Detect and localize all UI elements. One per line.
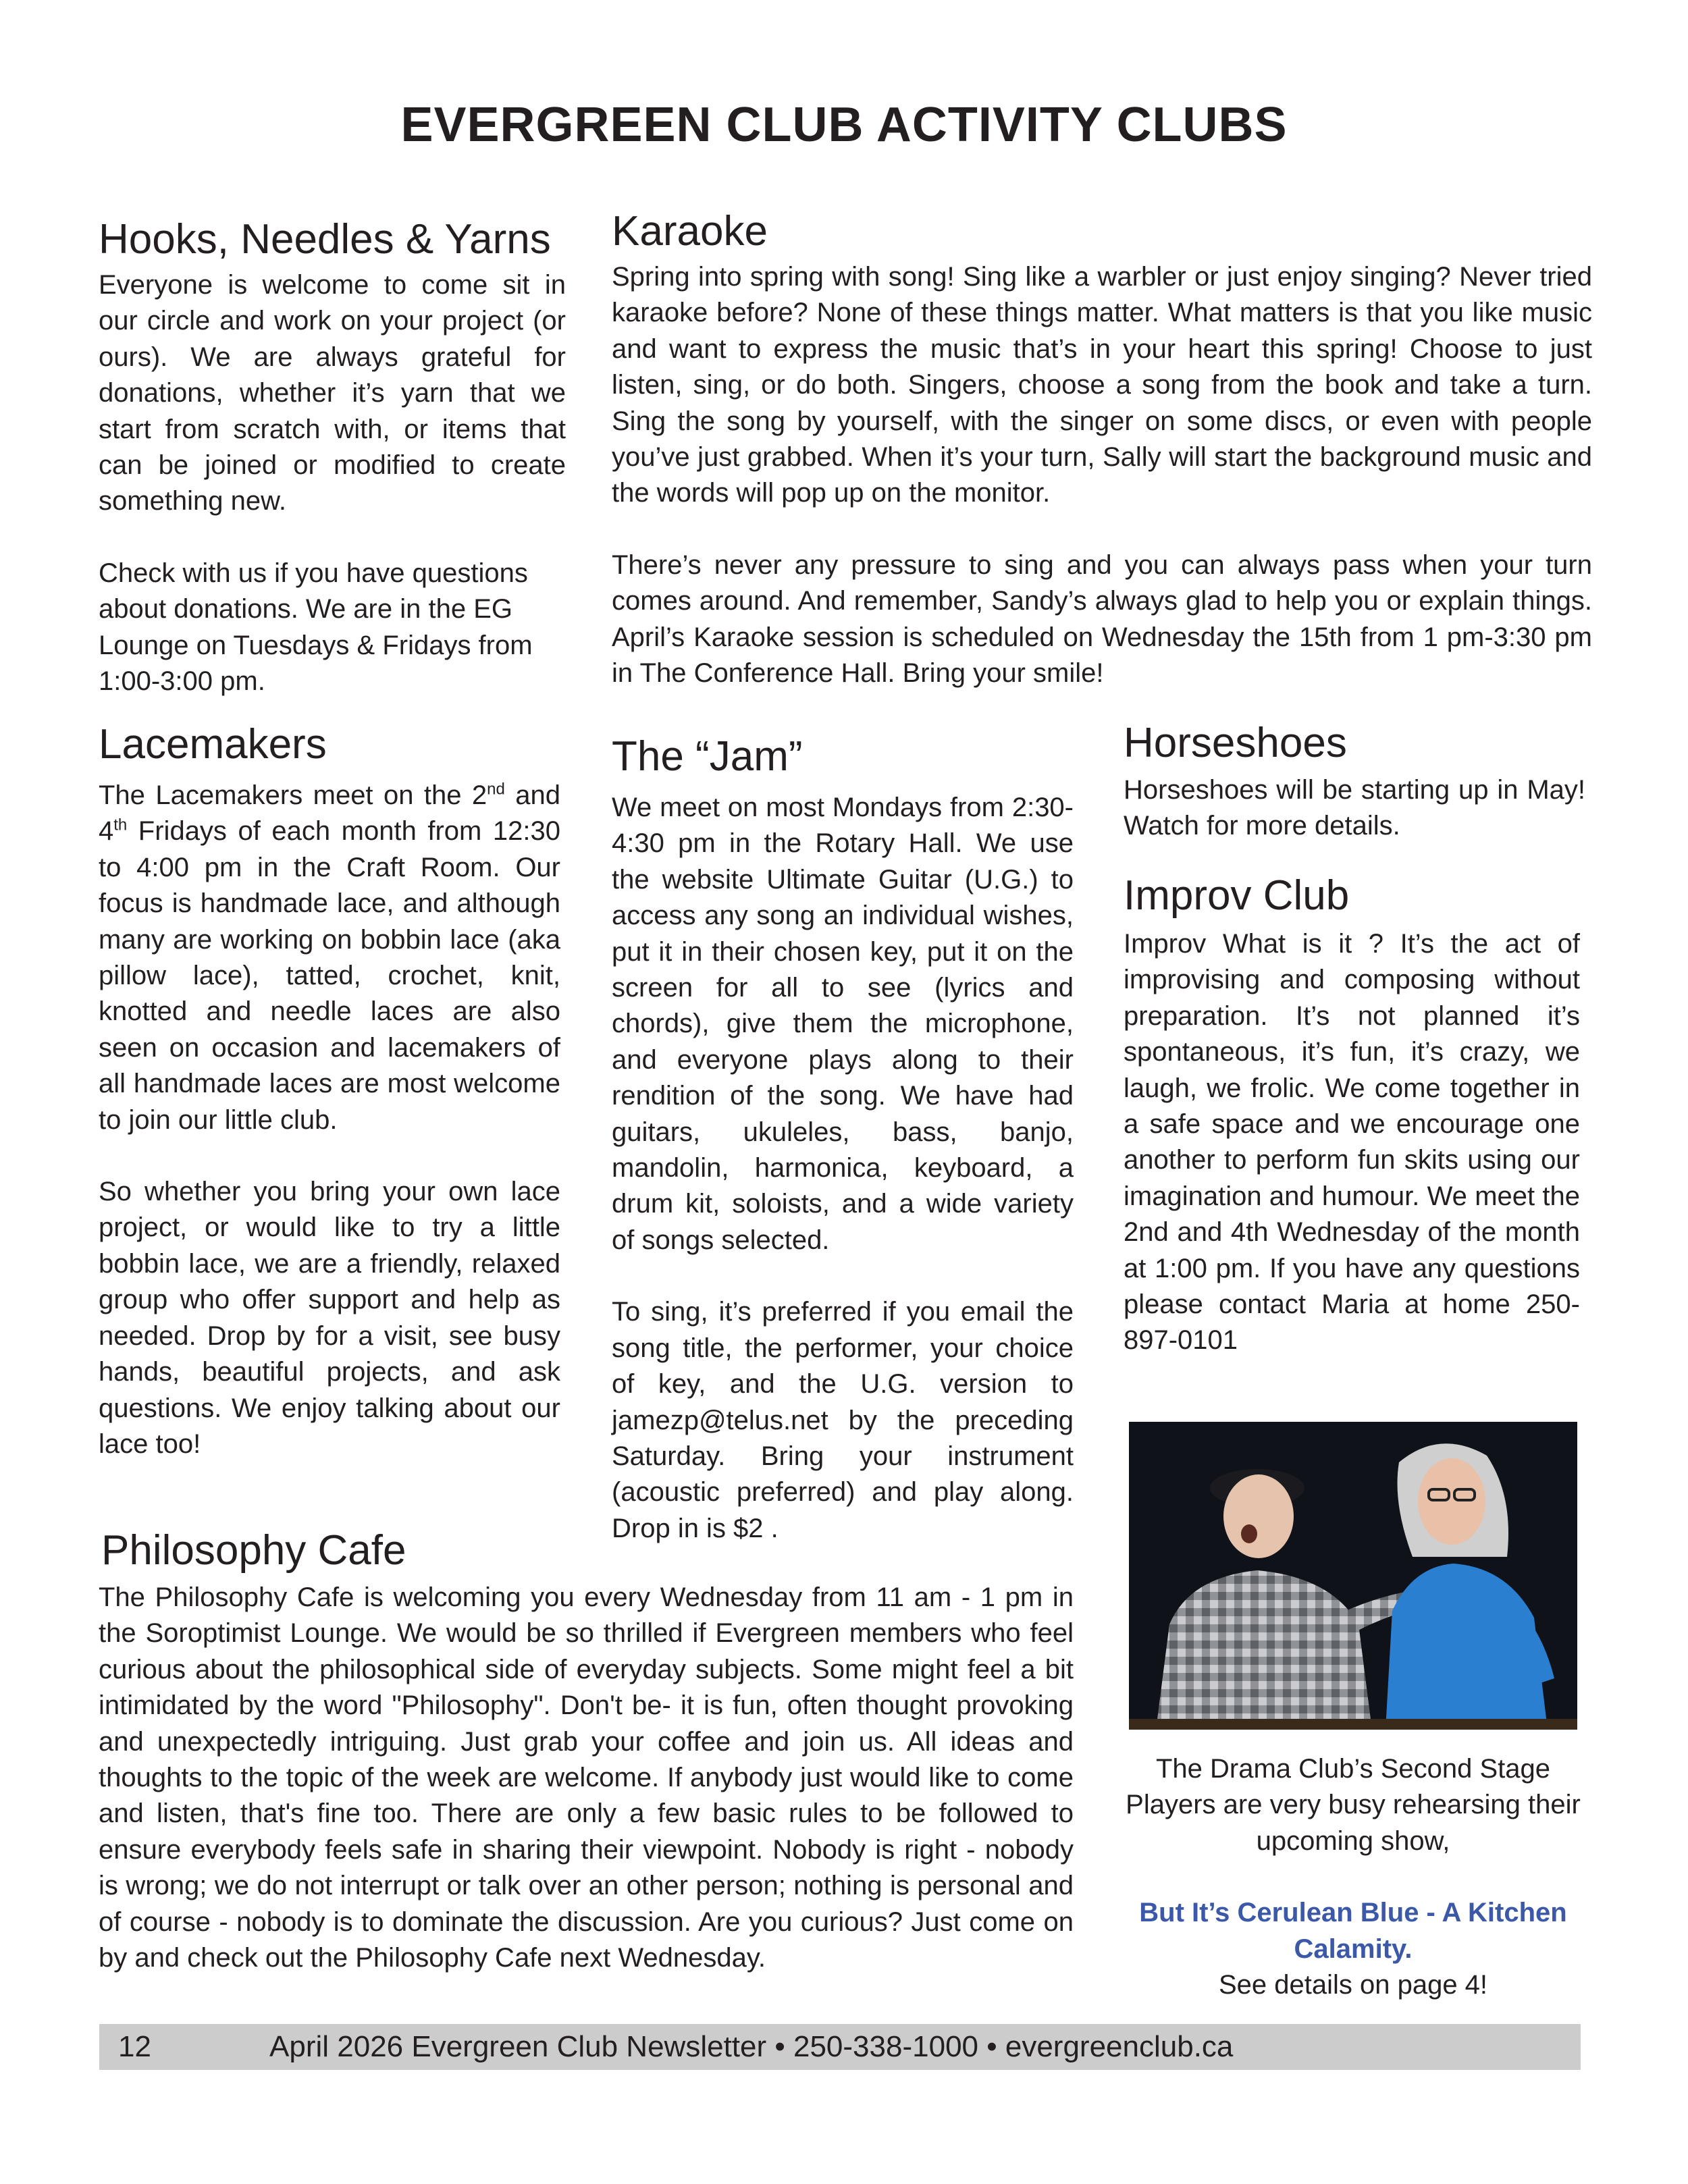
improv-body: [1124, 926, 1580, 1359]
drama-club-photo: [1129, 1422, 1577, 1730]
hooks-body: [99, 267, 566, 699]
philosophy-heading: Philosophy Cafe: [101, 1527, 406, 1574]
footer-bar: [99, 2024, 1581, 2070]
lacemakers-paragraph-1: The Lacemakers meet on the 2nd and 4th Fridays of each month from 12:30 to 4:00 pm in the Craft Room. Our focus is handmade lace, and although many are working on bobbin lace (aka pillow lace), tatted, crochet, knit, knotted and needle laces are also seen on occasion and lacemakers of all handmade laces are most welcome to join our little club.: [99, 780, 560, 1135]
horseshoes-heading: Horseshoes: [1124, 720, 1347, 766]
horseshoes-paragraph-1: Horseshoes will be starting up in May! Watch for more details.: [1124, 775, 1585, 841]
karaoke-body: [612, 259, 1592, 691]
karaoke-paragraph-1: Spring into spring with song! Sing like a warbler or just enjoy singing? Never tried karaoke before? None of these things matter. What matters is that you like music and want to express the music that’s in your heart this spring! Choose to just listen, sing, or do both. Singers, choose a song from the book and take a turn. Sing the song by yourself, with the singer on some discs, or even with people you’ve just grabbed. When it’s your turn, Sally will start the background music and the words will pop up on the monitor.: [612, 262, 1592, 508]
page-number: 12: [118, 2030, 151, 2063]
improv-heading: Improv Club: [1124, 872, 1350, 919]
karaoke-paragraph-2: There’s never any pressure to sing and you can always pass when your turn comes around. And remember, Sandy’s always glad to help you or explain things. April’s Karaoke session is scheduled on Wednesday the 15th from 1 pm-3:30 pm in The Conference Hall. Bring your smile!: [612, 550, 1592, 689]
hooks-paragraph-2: Check with us if you have questions about donations. We are in the EG Lounge on Tuesdays & Fridays from 1:00-3:00 pm.: [99, 558, 533, 697]
drama-club-photo-illustration: [1129, 1422, 1577, 1730]
show-title: But It’s Cerulean Blue - A Kitchen Calamity.: [1139, 1898, 1567, 1964]
page-title: EVERGREEN CLUB ACTIVITY CLUBS: [400, 98, 1288, 152]
philosophy-body: [99, 1580, 1074, 1976]
philosophy-paragraph-1: The Philosophy Cafe is welcoming you every Wednesday from 11 am - 1 pm in the Soroptimist Lounge. We would be so thrilled if Evergreen members who feel curious about the philosophical side of everyday subjects. Some might feel a bit intimidated by the word "Philosophy". Don't be- it is fun, often thought provoking and unexpectedly intriguing. Just grab your coffee and join us. All ideas and thoughts to the topic of the week are welcome. If anybody just would like to come and listen, that's fine too. There are only a few basic rules to be followed to ensure everybody feels safe in sharing their viewpoint. Nobody is right - nobody is wrong; we do not interrupt or talk over an other person; nothing is personal and of course - nobody is to dominate the discussion. Are you curious? Just come on by and check out the Philosophy Cafe next Wednesday.: [99, 1582, 1074, 1973]
hooks-paragraph-1: Everyone is welcome to come sit in our circle and work on your project (or ours). We are always grateful for donations, whether it’s yarn that we start from scratch with, or items that can be joined or modified to create something new.: [99, 270, 566, 516]
jam-paragraph-2: To sing, it’s preferred if you email the song title, the performer, your choice of key, and the U.G. version to jamezp@telus.net by the preceding Saturday. Bring your instrument (acoustic preferred) and play along. Drop in is $2 .: [612, 1297, 1074, 1543]
karaoke-heading: Karaoke: [612, 208, 768, 255]
hooks-heading: Hooks, Needles & Yarns: [99, 216, 551, 263]
improv-paragraph-1: Improv What is it ? It’s the act of improvising and composing without preparation. It’s not planned it’s spontaneous, it’s fun, it’s crazy, we laugh, we frolic. We come together in a safe space and we encourage one another to perform fun skits using our imagination and humour. We meet the 2nd and 4th Wednesday of the month at 1:00 pm. If you have any questions please contact Maria at home 250-897-0101: [1124, 929, 1580, 1356]
lacemakers-heading: Lacemakers: [99, 721, 327, 768]
horseshoes-body: [1124, 772, 1585, 845]
footer-text: April 2026 Evergreen Club Newsletter • 250-338-1000 • evergreenclub.ca: [269, 2030, 1234, 2063]
jam-paragraph-1: We meet on most Mondays from 2:30-4:30 pm in the Rotary Hall. We use the website Ultimate Guitar (U.G.) to access any song an individual wishes, put it in their chosen key, put it on the screen for all to see (lyrics and chords), give them the microphone, and everyone plays along to their rendition of the song. We have had guitars, ukuleles, bass, banjo, mandolin, harmonica, keyboard, a drum kit, soloists, and a wide variety of songs selected.: [612, 793, 1074, 1255]
caption-line: The Drama Club’s Second Stage Players are very busy rehearsing their upcoming show,: [1126, 1754, 1581, 1856]
jam-heading: The “Jam”: [612, 733, 803, 780]
caption-see-details: See details on page 4!: [1218, 1970, 1488, 2000]
lacemakers-body: [99, 778, 560, 1462]
photo-caption: [1107, 1751, 1599, 2003]
lacemakers-paragraph-2: So whether you bring your own lace project, or would like to try a little bobbin lace, we are a friendly, relaxed group who offer support and help as needed. Drop by for a visit, see busy hands, beautiful projects, and ask questions. We enjoy talking about our lace too!: [99, 1177, 560, 1459]
jam-body: [612, 790, 1074, 1547]
